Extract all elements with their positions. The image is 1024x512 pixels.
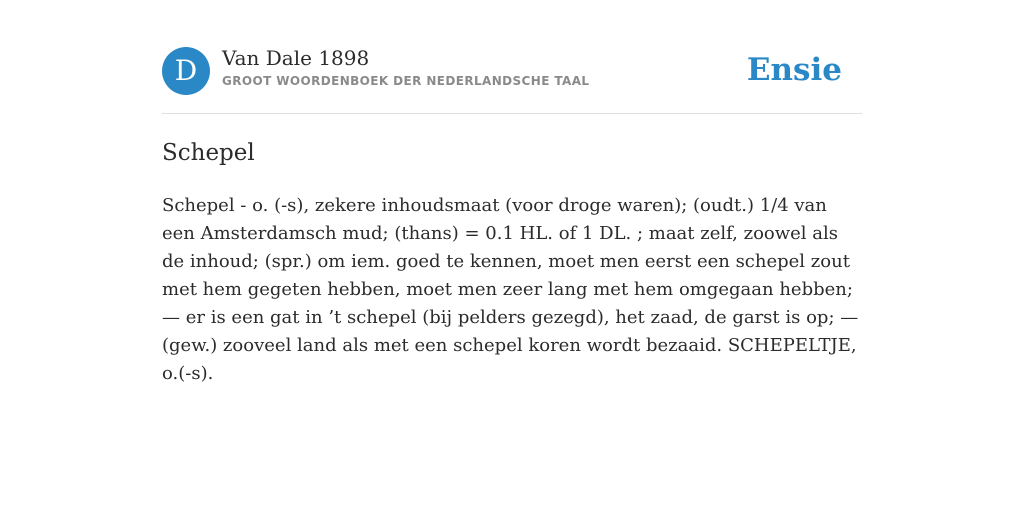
- source-header: [162, 40, 862, 114]
- source-subtitle: GROOT WOORDENBOEK DER NEDERLANDSCHE TAAL: [222, 74, 590, 88]
- brand-logo[interactable]: Ensie: [746, 52, 842, 88]
- entry-definition: Schepel - o. (-s), zekere inhoudsmaat (voor droge waren); (oudt.) 1/4 van een Amsterdamsch mud; (thans) = 0.1 HL. of 1 DL. ; maat zelf, zoowel als de inhoud; (spr.) om iem. goed te kennen, moet men eerst een schepel zout met hem gegeten hebben, moet men zeer lang met hem omgegaan hebben; — er is een gat in ’t schepel (bij pelders gezegd), het zaad, de garst is op; — (gew.) zooveel land als met een schepel koren wordt bezaaid. SCHEPELTJE, o.(-s).: [162, 195, 859, 384]
- source-title[interactable]: Van Dale 1898: [222, 46, 370, 70]
- entry-title: Schepel: [162, 140, 255, 166]
- entry-card: [162, 40, 862, 388]
- source-logo: D: [162, 47, 210, 95]
- source-titles: [222, 46, 589, 88]
